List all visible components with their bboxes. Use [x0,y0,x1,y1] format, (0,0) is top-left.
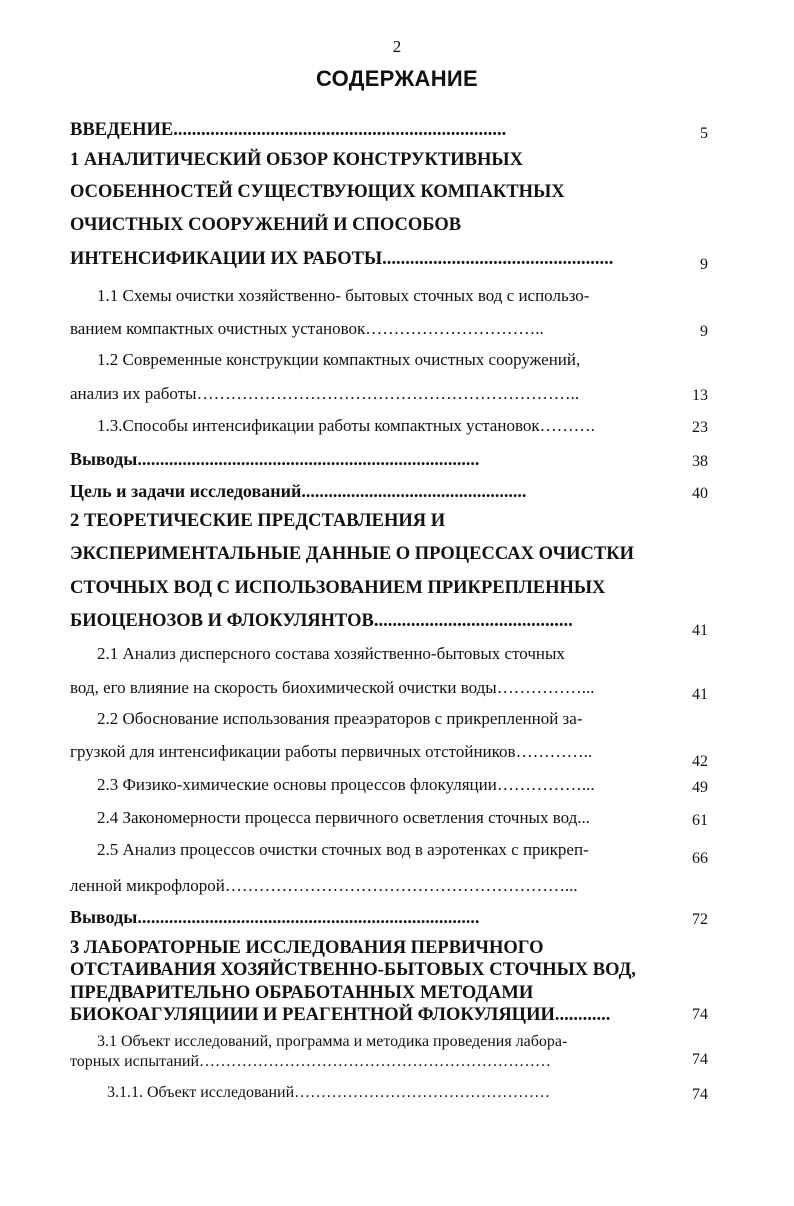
toc-entry-label: 1.1 Схемы очистки хозяйственно- бытовых сточных вод с использо- [97,286,590,305]
toc-page-number: 42 [692,753,708,770]
toc-page-number: 61 [692,812,708,829]
toc-page-number: 38 [692,453,708,470]
toc-page-number: 41 [692,686,708,703]
toc-entry-label: ОЧИСТНЫХ СООРУЖЕНИЙ И СПОСОБОВ [70,215,462,235]
toc-entry-label: анализ их работы………………………………………………………….. [70,384,580,403]
toc-page-number: 23 [692,419,708,436]
toc-entry-chapter-2[interactable] [0,511,794,641]
toc-entry-label: 2.3 Физико-химические основы процессов флокуляции……………... [97,775,595,794]
toc-page-number: 49 [692,779,708,796]
toc-entry-label: вод, его влияние на скорость биохимической очистки воды……………... [70,678,595,697]
toc-entry-intro[interactable] [0,120,794,146]
toc-entry-2-3[interactable] [0,775,794,801]
toc-entry-label: 1.3.Способы интенсификации работы компактных установок………. [97,416,595,435]
toc-entry-label: 1.2 Современные конструкции компактных очистных сооружений, [97,350,581,369]
toc-page-number: 74 [692,1086,708,1103]
toc-entry-label: 1 АНАЛИТИЧЕСКИЙ ОБЗОР КОНСТРУКТИВНЫХ [70,150,523,170]
toc-page-number: 74 [692,1006,708,1023]
toc-page-number: 40 [692,485,708,502]
toc-entry-chapter-1[interactable] [0,150,794,275]
toc-entry-label: 3.1.1. Объект исследований………………………………………… [107,1084,551,1101]
toc-entry-label: Цель и задачи исследований.................................................. [70,481,527,501]
toc-entry-1-1[interactable] [0,286,794,346]
toc-entry-label: ЭКСПЕРИМЕНТАЛЬНЫЕ ДАННЫЕ О ПРОЦЕССАХ ОЧИСТКИ [70,544,635,564]
toc-entry-label: ПРЕДВАРИТЕЛЬНО ОБРАБОТАННЫХ МЕТОДАМИ [70,983,534,1003]
toc-entry-label: 2.2 Обоснование использования преаэраторов с прикрепленной за- [97,709,583,728]
toc-entry-conclusions-1[interactable] [0,449,794,475]
toc-entry-label: грузкой для интенсификации работы первичных отстойников………….. [70,742,593,761]
toc-entry-1-2[interactable] [0,350,794,410]
toc-entry-label: БИОКОАГУЛЯЦИИИ И РЕАГЕНТНОЙ ФЛОКУЛЯЦИИ............ [70,1005,611,1025]
toc-page-number: 74 [692,1051,708,1068]
toc-entry-1-3[interactable] [0,416,794,442]
toc-page-number: 41 [692,622,708,639]
toc-entry-label: ИНТЕНСИФИКАЦИИ ИХ РАБОТЫ.................................................. [70,249,614,269]
toc-entry-3-1[interactable] [0,1033,794,1079]
toc-entry-label: 2.1 Анализ дисперсного состава хозяйственно-бытовых сточных [97,644,565,663]
toc-entry-label: ВВЕДЕНИЕ........................................................................ [70,120,507,140]
toc-page-number: 9 [700,323,708,340]
toc-entry-label: Выводы............................................................................ [70,449,480,469]
toc-entry-label: 2.4 Закономерности процесса первичного осветления сточных вод... [97,808,591,827]
toc-entry-label: 2.5 Анализ процессов очистки сточных вод в аэротенках с прикреп- [97,840,589,859]
toc-entry-label: 2 ТЕОРЕТИЧЕСКИЕ ПРЕДСТАВЛЕНИЯ И [70,511,446,531]
toc-entry-label: ленной микрофлорой……………………………………………………... [70,876,578,895]
toc-entry-3-1-1[interactable] [0,1084,794,1108]
toc-entry-goals[interactable] [0,481,794,507]
toc-entry-label: ОСОБЕННОСТЕЙ СУЩЕСТВУЮЩИХ КОМПАКТНЫХ [70,182,565,202]
toc-entry-chapter-3[interactable] [0,938,794,1033]
toc-entry-label: торных испытаний………………………………………………………… [70,1053,552,1070]
toc-entry-label: ОТСТАИВАНИЯ ХОЗЯЙСТВЕННО-БЫТОВЫХ СТОЧНЫХ ВОД, [70,960,636,980]
toc-page-number: 5 [700,125,708,142]
toc-page-number: 66 [692,850,708,867]
page-number: 2 [392,37,402,56]
toc-entry-2-1[interactable] [0,644,794,706]
toc-page-number: 9 [700,256,708,273]
toc-entry-2-2[interactable] [0,709,794,771]
toc-entry-label: 3 ЛАБОРАТОРНЫЕ ИССЛЕДОВАНИЯ ПЕРВИЧНОГО [70,938,544,958]
toc-entry-label: БИОЦЕНОЗОВ И ФЛОКУЛЯНТОВ........................................... [70,611,573,631]
toc-page-number: 72 [692,911,708,928]
toc-entry-label: Выводы............................................................................ [70,907,480,927]
toc-entry-2-4[interactable] [0,808,794,834]
toc-page-number: 13 [692,387,708,404]
toc-entry-conclusions-2[interactable] [0,907,794,933]
toc-entry-label: ванием компактных очистных установок………………………….. [70,319,544,338]
toc-entry-label: 3.1 Объект исследований, программа и методика проведения лабора- [97,1033,568,1050]
toc-entry-label: СТОЧНЫХ ВОД С ИСПОЛЬЗОВАНИЕМ ПРИКРЕПЛЕННЫХ [70,578,606,598]
page-title: СОДЕРЖАНИЕ [315,66,479,91]
toc-entry-2-5[interactable] [0,840,794,902]
